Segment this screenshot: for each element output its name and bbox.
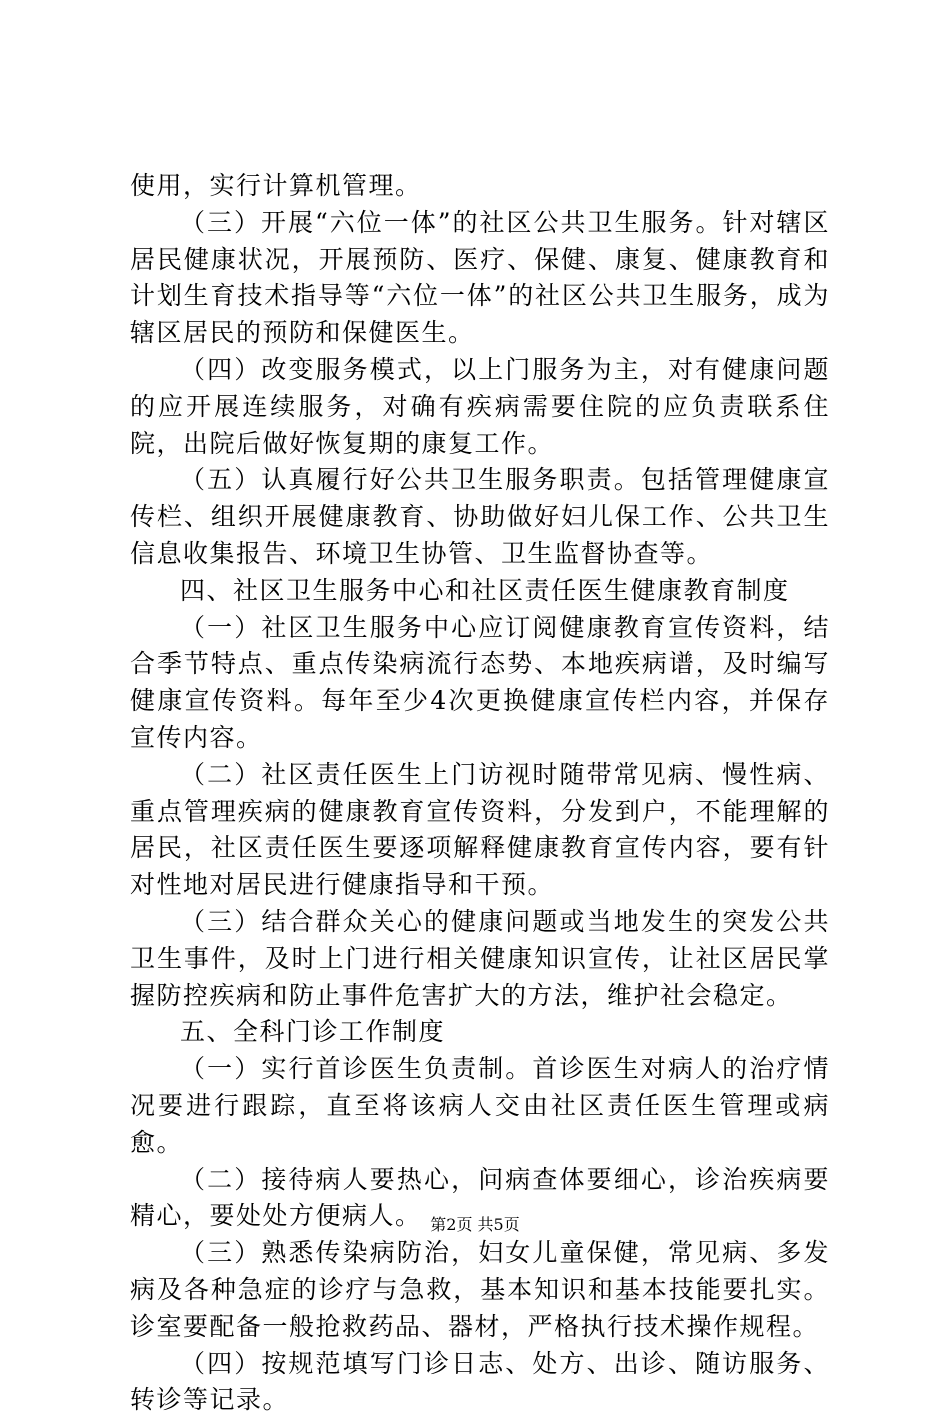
paragraph: （二）接待病人要热心，问病查体要细心，诊治疾病要精心，要处处方便病人。 [130,1162,830,1236]
paragraph: 使用，实行计算机管理。 [130,168,830,205]
paragraph: （五）认真履行好公共卫生服务职责。包括管理健康宣传栏、组织开展健康教育、协助做好妇儿保工作、公共卫生信息收集报告、环境卫生协管、卫生监督协查等。 [130,462,830,572]
paragraph: （一）社区卫生服务中心应订阅健康教育宣传资料，结合季节特点、重点传染病流行态势、本地疾病谱，及时编写健康宣传资料。每年至少4次更换健康宣传栏内容，并保存宣传内容。 [130,610,830,757]
page-number: 第2页 共5页 [0,1215,950,1235]
section-heading: 四、社区卫生服务中心和社区责任医生健康教育制度 [130,573,830,610]
paragraph: （四）按规范填写门诊日志、处方、出诊、随访服务、转诊等记录。 [130,1346,830,1419]
paragraph: （一）实行首诊医生负责制。首诊医生对病人的治疗情况要进行跟踪，直至将该病人交由社区责任医生管理或病愈。 [130,1051,830,1161]
paragraph: （二）社区责任医生上门访视时随带常见病、慢性病、重点管理疾病的健康教育宣传资料，分发到户，不能理解的居民，社区责任医生要逐项解释健康教育宣传内容，要有针对性地对居民进行健康指导和干预。 [130,757,830,904]
paragraph: （三）熟悉传染病防治，妇女儿童保健，常见病、多发病及各种急症的诊疗与急救，基本知识和基本技能要扎实。诊室要配备一般抢救药品、器材，严格执行技术操作规程。 [130,1235,830,1345]
section-heading: 五、全科门诊工作制度 [130,1014,830,1051]
paragraph: （四）改变服务模式，以上门服务为主，对有健康问题的应开展连续服务，对确有疾病需要住院的应负责联系住院，出院后做好恢复期的康复工作。 [130,352,830,462]
paragraph: （三）开展“六位一体”的社区公共卫生服务。针对辖区居民健康状况，开展预防、医疗、保健、康复、健康教育和计划生育技术指导等“六位一体”的社区公共卫生服务，成为辖区居民的预防和保健医生。 [130,205,830,352]
paragraph: （三）结合群众关心的健康问题或当地发生的突发公共卫生事件，及时上门进行相关健康知识宣传，让社区居民掌握防控疾病和防止事件危害扩大的方法，维护社会稳定。 [130,904,830,1014]
